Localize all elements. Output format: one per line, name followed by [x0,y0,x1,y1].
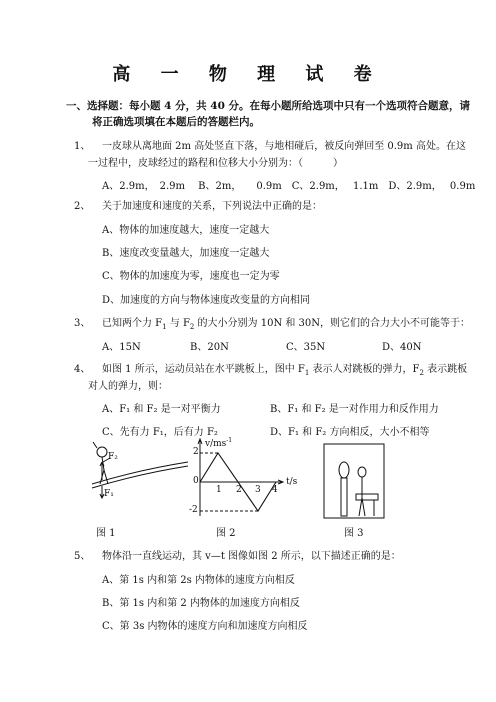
q1-options: A、2.9m， 2.9m B、2m， 0.9m C、2.9m， 1.1m D、2.9m， 0.9m [102,181,476,192]
figure2-tick-y-neg2: -2 [189,505,198,515]
figure2-y-axis-label: $v/ms^{-1}$ [205,437,233,449]
q5-option-c: C、第 3s 内物体的速度方向和加速度方向相反 [102,621,308,632]
figure2-x-axis-label: t/s [286,477,298,487]
q2-option-d: D、加速度的方向与物体速度改变量的方向相同 [102,295,311,306]
q4-number: 4、 [74,364,91,375]
q3-number: 3、 [74,318,91,329]
q4-option-d: D、F₁ 和 F₂ 方向相反，大小不相等 [270,427,430,438]
q5-option-a: A、第 1s 内和第 2s 内物体的速度方向相反 [102,575,295,586]
section-heading-line2: 将正确选项填在本题后的答题栏内。 [92,116,260,128]
figure1-caption: 图 1 [96,528,116,539]
q2-option-b: B、速度改变量越大，加速度一定越大 [102,248,270,259]
q3-option-c: C、35N [286,342,326,353]
q1-stem-line2: 一过程中，皮球经过的路程和位移大小分别为：（ ） [88,158,343,169]
q3-option-a: A、15N [102,342,141,353]
q4-option-b: B、F₁ 和 F₂ 是一对作用力和反作用力 [270,404,439,415]
figure1-f1-label: F₁ [104,489,114,499]
q5-stem: 物体沿一直线运动，其 v—t 图像如图 2 所示，以下描述正确的是： [102,551,401,562]
q2-option-c: C、物体的加速度为零，速度也一定为零 [102,271,280,282]
figure2-tick-x-2: 2 [236,485,242,495]
figure2-tick-y-0: 0 [193,476,199,486]
q4-option-a: A、F₁ 和 F₂ 是一对平衡力 [102,404,221,415]
q1-stem-line1: 一皮球从离地面 2m 高处竖直下落，与地相碰后，被反向弹回至 0.9m 高处。在这 [102,141,466,152]
q3-stem: 已知两个力 $F_1$ 与 $F_2$ 的大小分别为 10N 和 30N，则它们的合力大小不可能等于： [102,318,471,331]
figure2-tick-x-4: 4 [272,485,278,495]
q5-number: 5、 [74,551,91,562]
q4-option-c: C、先有力 F₁，后有力 F₂ [102,427,218,438]
figure3-diagram [322,442,386,520]
q5-option-b: B、第 1s 内和第 2 内物体的加速度方向相反 [102,598,300,609]
figure2-tick-y-2: 2 [193,447,199,457]
q4-stem-line1: 如图 1 所示，运动员站在水平跳板上，图中 $F_1$ 表示人对跳板的弹力，$F_2$ 表示跳板 [102,364,468,377]
figure2-caption: 图 2 [216,528,236,539]
section-heading-line1: 一、选择题：每小题 4 分，共 40 分。在每小题所给选项中只有一个选项符合题意，请 [66,100,471,112]
q2-stem: 关于加速度和速度的关系，下列说法中正确的是： [102,201,322,212]
q3-option-d: D、40N [382,342,422,353]
figure2-tick-x-3: 3 [255,485,261,495]
figure3-caption: 图 3 [344,528,364,539]
q3-option-b: B、20N [190,342,229,353]
figure1-diagram [88,440,192,514]
q1-number: 1、 [74,141,91,152]
q2-option-a: A、物体的加速度越大，速度一定越大 [102,225,270,236]
page-title: 高 一 物 理 试 卷 [112,64,384,85]
figure1-f2-label: F₂ [108,452,118,462]
q2-number: 2、 [74,201,91,212]
figure2-tick-x-1: 1 [216,485,222,495]
q4-stem-line2: 对人的弹力，则： [88,381,168,392]
